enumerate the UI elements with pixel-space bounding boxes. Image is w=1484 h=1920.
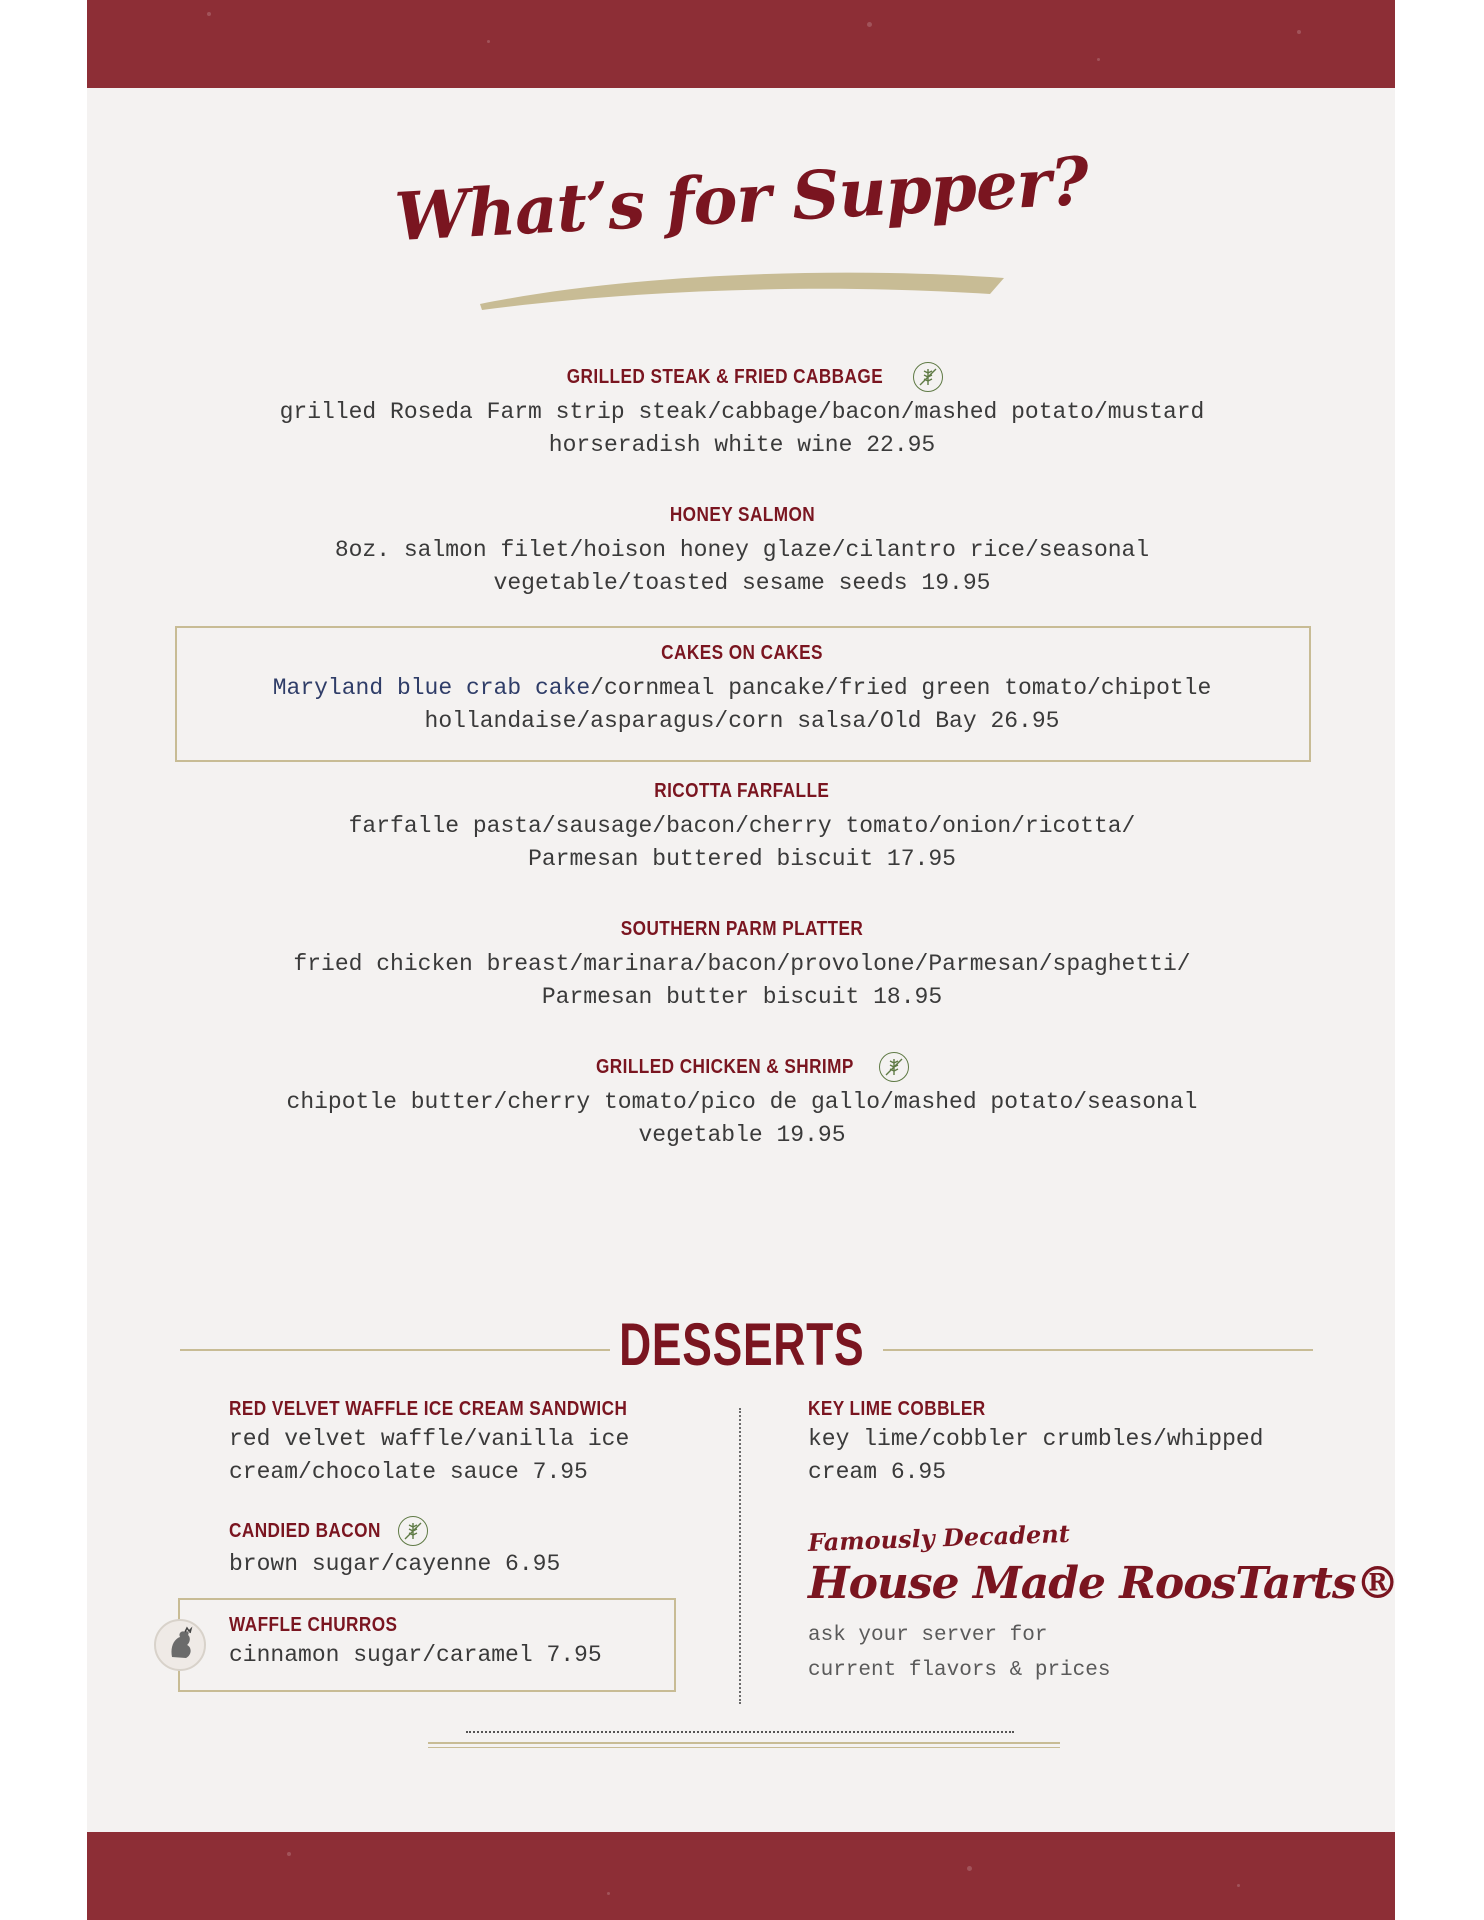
- roostarts-tagline: Famously Decadent: [807, 1518, 1071, 1557]
- roostarts-note: [808, 1618, 1228, 1688]
- description-line: farfalle pasta/sausage/bacon/cherry tomato/onion/ricotta/: [348, 813, 1136, 839]
- description-line-price: Parmesan buttered biscuit 17.95: [528, 846, 956, 872]
- description-line: 8oz. salmon filet/hoison honey glaze/cilantro rice/seasonal: [334, 537, 1150, 563]
- menu-item-featured: [150, 638, 1334, 738]
- menu-item-name: GRILLED STEAK & FRIED CABBAGE: [566, 365, 884, 388]
- dessert-item-name: WAFFLE CHURROS: [229, 1614, 398, 1636]
- description-line-price: cinnamon sugar/caramel 7.95: [229, 1642, 602, 1668]
- menu-item-name: CAKES ON CAKES: [661, 641, 823, 664]
- top-banner: [87, 0, 1395, 88]
- dessert-item: [808, 1398, 1328, 1489]
- menu-item-description: [150, 810, 1334, 876]
- dessert-item: [229, 1516, 709, 1581]
- description-line-price: cream 6.95: [808, 1459, 947, 1485]
- menu-item-name: GRILLED CHICKEN & SHRIMP: [596, 1055, 854, 1078]
- page-title: What’s for Supper?: [392, 141, 1090, 257]
- menu-item-name: HONEY SALMON: [669, 503, 815, 526]
- menu-item-description: [150, 396, 1334, 462]
- gluten-free-wheat-icon: [913, 362, 943, 392]
- menu-item: [150, 1052, 1334, 1152]
- description-line-price: horseradish white wine 22.95: [548, 432, 936, 458]
- menu-item: [150, 776, 1334, 876]
- dessert-item-description: [229, 1423, 709, 1489]
- dessert-item-description: [229, 1548, 709, 1581]
- desserts-heading: [0, 1310, 1484, 1379]
- dessert-name-row: [229, 1516, 709, 1546]
- description-line-price: cream/chocolate sauce 7.95: [229, 1459, 588, 1485]
- roostarts-title: House Made RoosTarts®: [808, 1558, 1399, 1609]
- note-line: current flavors & prices: [808, 1659, 1111, 1682]
- column-divider: [739, 1408, 741, 1704]
- menu-item-name: SOUTHERN PARM PLATTER: [620, 917, 864, 940]
- description-line: fried chicken breast/marinara/bacon/provolone/Parmesan/spaghetti/: [293, 951, 1191, 977]
- menu-item-description: [150, 672, 1334, 738]
- gold-rule-thin: [428, 1747, 1060, 1748]
- rooster-icon: [154, 1619, 206, 1671]
- menu-item-description: [150, 948, 1334, 1014]
- title-swoosh-decoration: [478, 264, 1006, 312]
- description-line-price: brown sugar/cayenne 6.95: [229, 1551, 561, 1577]
- dessert-item: [229, 1614, 669, 1672]
- menu-item: [150, 500, 1334, 600]
- dotted-rule: [466, 1731, 1014, 1733]
- description-line-price: Parmesan butter biscuit 18.95: [541, 984, 943, 1010]
- description-line: [150, 672, 1334, 705]
- note-line: ask your server for: [808, 1624, 1048, 1647]
- menu-item: [150, 362, 1334, 462]
- dessert-item-name: KEY LIME COBBLER: [808, 1398, 986, 1420]
- description-line-price: hollandaise/asparagus/corn salsa/Old Bay 26.95: [424, 708, 1060, 734]
- dessert-item-description: [229, 1639, 669, 1672]
- gluten-free-wheat-icon: [398, 1516, 428, 1546]
- menu-item-description: [150, 534, 1334, 600]
- gold-rule: [428, 1742, 1060, 1744]
- gluten-free-wheat-icon: [879, 1052, 909, 1082]
- crab-cake-highlight: Maryland blue crab cake: [272, 675, 591, 701]
- menu-item-description: [150, 1086, 1334, 1152]
- description-line: grilled Roseda Farm strip steak/cabbage/bacon/mashed potato/mustard: [279, 399, 1205, 425]
- dessert-item-description: [808, 1423, 1328, 1489]
- dessert-item-name: RED VELVET WAFFLE ICE CREAM SANDWICH: [229, 1398, 628, 1420]
- desserts-heading-text: DESSERTS: [619, 1311, 865, 1378]
- description-line: chipotle butter/cherry tomato/pico de gallo/mashed potato/seasonal: [286, 1089, 1198, 1115]
- menu-item-name: RICOTTA FARFALLE: [654, 779, 830, 802]
- description-line: key lime/cobbler crumbles/whipped: [808, 1426, 1264, 1452]
- bottom-banner: [87, 1832, 1395, 1920]
- description-line: red velvet waffle/vanilla ice: [229, 1426, 630, 1452]
- menu-item: [150, 914, 1334, 1014]
- dessert-item-name: CANDIED BACON: [229, 1519, 381, 1542]
- description-line-rest: /cornmeal pancake/fried green tomato/chipotle: [590, 675, 1212, 701]
- description-line-price: vegetable 19.95: [638, 1122, 846, 1148]
- dessert-item: [229, 1398, 709, 1489]
- description-line-price: vegetable/toasted sesame seeds 19.95: [493, 570, 991, 596]
